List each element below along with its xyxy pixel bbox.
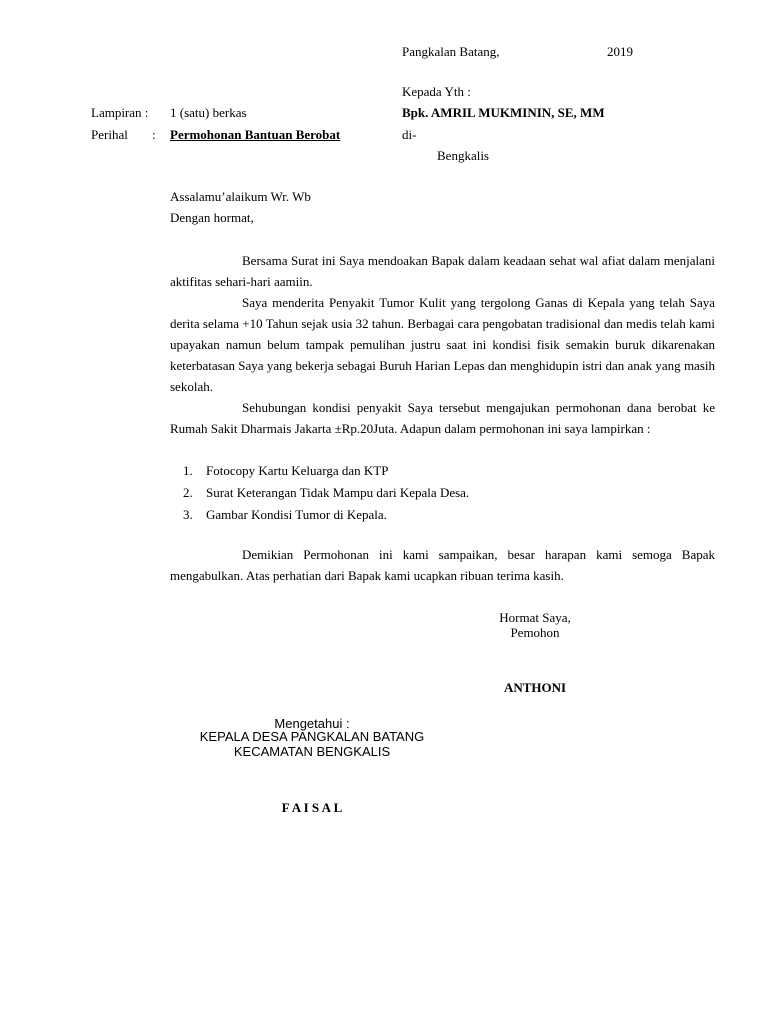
paragraph-4: Demikian Permohonan ini kami sampaikan, besar harapan kami semoga Bapak mengabulkan. Atas perhatian dari Bapak kami ucapkan ribuan terima kasih. bbox=[170, 547, 715, 583]
lampiran-label: Lampiran : bbox=[91, 105, 149, 120]
lampiran-value: 1 (satu) berkas bbox=[170, 105, 247, 120]
kepala-desa-title: KEPALA DESA PANGKALAN BATANG bbox=[199, 729, 425, 744]
mengetahui-label: Mengetahui : bbox=[274, 716, 350, 731]
list-item: 2. Surat Keterangan Tidak Mampu dari Kepala Desa. bbox=[183, 485, 470, 500]
attachment-list bbox=[183, 460, 469, 526]
dengan-hormat: Dengan hormat, bbox=[170, 210, 254, 225]
di-label: di- bbox=[402, 127, 417, 142]
signatory-name: ANTHONI bbox=[503, 680, 567, 695]
salam: Assalamu’alaikum Wr. Wb bbox=[170, 189, 311, 204]
hormat-saya: Hormat Saya, bbox=[499, 610, 571, 625]
recipient-name: Bpk. AMRIL MUKMININ, SE, MM bbox=[402, 105, 605, 120]
letter-year: 2019 bbox=[607, 44, 633, 59]
perihal-value: Permohonan Bantuan Berobat bbox=[170, 127, 341, 142]
kecamatan-title: KECAMATAN BENGKALIS bbox=[233, 744, 391, 759]
perihal-colon: : bbox=[152, 127, 156, 142]
recipient-city: Bengkalis bbox=[437, 148, 489, 163]
paragraph-1: Bersama Surat ini Saya mendoakan Bapak dalam keadaan sehat wal afiat dalam menjalani aktifitas sehari-hari aamiin. bbox=[170, 253, 715, 289]
kepada-label: Kepada Yth : bbox=[402, 84, 471, 99]
paragraph-2: Saya menderita Penyakit Tumor Kulit yang tergolong Ganas di Kepala yang telah Saya derita selama +10 Tahun sejak usia 32 tahun. Berbagai cara pengobatan tradisional dan medis telah kami upayakan namun belum tampak pemulihan justru saat ini kondisi fisik semakin buruk dikarenakan keterbatasan Saya yang bekerja sebagai Buruh Harian Lepas dan menghidupin istri dan anak yang masih sekolah. bbox=[170, 295, 715, 394]
paragraph-3: Sehubungan kondisi penyakit Saya tersebut mengajukan permohonan dana berobat ke Rumah Sakit Dharmais Jakarta ±Rp.20Juta. Adapun dalam permohonan ini saya lampirkan : bbox=[170, 400, 715, 436]
place-date: Pangkalan Batang, bbox=[402, 44, 500, 59]
list-item: 1. Fotocopy Kartu Keluarga dan KTP bbox=[183, 463, 389, 478]
pemohon-label: Pemohon bbox=[510, 625, 560, 640]
list-item: 3. Gambar Kondisi Tumor di Kepala. bbox=[183, 507, 387, 522]
perihal-label: Perihal bbox=[91, 127, 128, 142]
village-head-name: F A I S A L bbox=[281, 800, 343, 815]
